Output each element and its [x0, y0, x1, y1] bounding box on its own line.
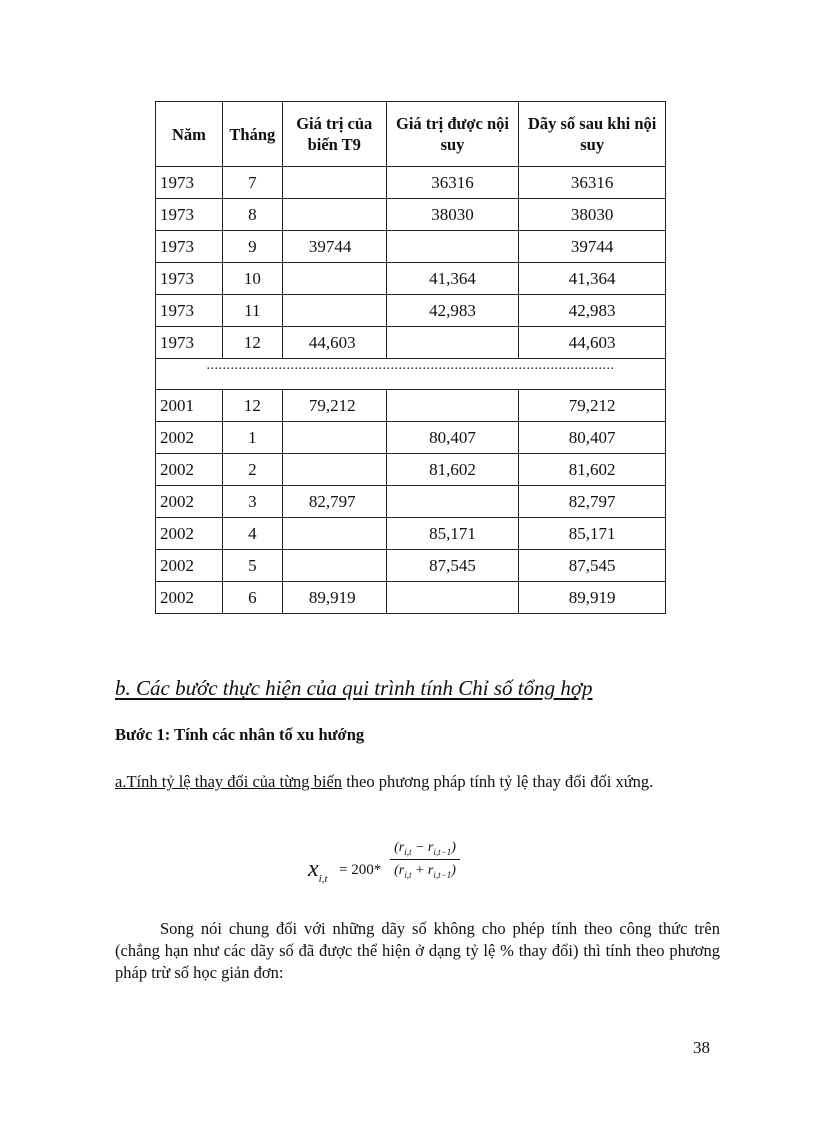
table-cell: 42,983: [519, 295, 666, 327]
table-cell: 1973: [156, 167, 223, 199]
table-cell: [282, 295, 386, 327]
table-cell: 38030: [519, 199, 666, 231]
table-row: [156, 167, 666, 199]
table-cell: 82,797: [282, 486, 386, 518]
formula-lhs: $x_{i,t}$: [308, 856, 328, 885]
table-cell: [282, 550, 386, 582]
table-cell: 36316: [519, 167, 666, 199]
table-cell: 1973: [156, 327, 223, 359]
table-body-bottom: [156, 390, 666, 614]
header-t9-value: Giá trị của biến T9: [282, 102, 386, 167]
ellipsis-cell: ......................................................................................................: [156, 359, 666, 390]
page-number: 38: [693, 1038, 710, 1057]
table-cell: 85,171: [519, 518, 666, 550]
table-cell: 81,602: [386, 454, 519, 486]
table-row: [156, 454, 666, 486]
step-1-heading: Bước 1: Tính các nhân tố xu hướng: [115, 725, 365, 744]
table-cell: [386, 327, 519, 359]
table-row: [156, 231, 666, 263]
header-series-after: Dãy số sau khi nội suy: [519, 102, 666, 167]
table-cell: 6: [222, 582, 282, 614]
table-row: [156, 295, 666, 327]
header-interpolated-value: Giá trị được nội suy: [386, 102, 519, 167]
symmetric-change-formula: [308, 840, 508, 896]
table-cell: 7: [222, 167, 282, 199]
paragraph-a-text: theo phương pháp tính tỷ lệ thay đổi đối xứng.: [342, 772, 654, 791]
table-cell: [282, 454, 386, 486]
table-header-row: [156, 102, 666, 167]
table-row: [156, 327, 666, 359]
table-cell: 36316: [386, 167, 519, 199]
paragraph-a: [115, 771, 720, 793]
table-cell: 12: [222, 390, 282, 422]
table-cell: 2002: [156, 550, 223, 582]
table-cell: 39744: [519, 231, 666, 263]
table-cell: 2001: [156, 390, 223, 422]
formula-numerator: $(r_{i,t} - r_{i,t-1})$: [390, 840, 460, 860]
table-cell: 2002: [156, 422, 223, 454]
header-month: Tháng: [222, 102, 282, 167]
table-row: [156, 582, 666, 614]
table-cell: 38030: [386, 199, 519, 231]
table-cell: 41,364: [519, 263, 666, 295]
table-cell: 80,407: [519, 422, 666, 454]
table-cell: [282, 199, 386, 231]
table-cell: [282, 518, 386, 550]
header-year: Năm: [156, 102, 223, 167]
table-cell: [386, 231, 519, 263]
table-cell: 2002: [156, 518, 223, 550]
table-cell: 1: [222, 422, 282, 454]
formula-fraction: [390, 840, 460, 880]
table-cell: 89,919: [282, 582, 386, 614]
table-row: [156, 199, 666, 231]
table-cell: 81,602: [519, 454, 666, 486]
table-row: [156, 390, 666, 422]
table-cell: 39744: [282, 231, 386, 263]
table-cell: 12: [222, 327, 282, 359]
table-cell: [386, 582, 519, 614]
table-cell: [282, 263, 386, 295]
table-row: [156, 518, 666, 550]
table-body-top: [156, 167, 666, 359]
table-cell: 89,919: [519, 582, 666, 614]
table-cell: 44,603: [519, 327, 666, 359]
table-cell: 4: [222, 518, 282, 550]
table-row: [156, 486, 666, 518]
table-cell: 1973: [156, 263, 223, 295]
table-cell: 10: [222, 263, 282, 295]
section-title: b. Các bước thực hiện của qui trình tính Chỉ số tổng hợp: [115, 676, 593, 700]
paragraph-a-underlined: a.Tính tỷ lệ thay đổi của từng biến: [115, 772, 343, 791]
table-cell: 44,603: [282, 327, 386, 359]
table-cell: 2002: [156, 454, 223, 486]
table-cell: 9: [222, 231, 282, 263]
table-cell: [282, 167, 386, 199]
table-cell: 87,545: [386, 550, 519, 582]
table-cell: 2002: [156, 486, 223, 518]
table-cell: 82,797: [519, 486, 666, 518]
table-cell: 42,983: [386, 295, 519, 327]
formula-equals: = 200*: [339, 862, 382, 878]
table-cell: 1973: [156, 199, 223, 231]
table-cell: 2: [222, 454, 282, 486]
table-cell: [386, 486, 519, 518]
table-cell: 80,407: [386, 422, 519, 454]
table-cell: 87,545: [519, 550, 666, 582]
table-cell: 41,364: [386, 263, 519, 295]
table-row: [156, 422, 666, 454]
table-cell: 11: [222, 295, 282, 327]
table-cell: 2002: [156, 582, 223, 614]
table-cell: [282, 422, 386, 454]
formula-denominator: $(r_{i,t} + r_{i,t-1})$: [394, 862, 456, 880]
paragraph-b: Song nói chung đối với những dãy số không cho phép tính theo công thức trên (chẳng hạn như các dãy số đã được thể hiện ở dạng tỷ lệ % thay đổi) thì tính theo phương pháp trừ số học giản đơn:: [115, 919, 720, 982]
table-cell: 1973: [156, 231, 223, 263]
table-row: [156, 263, 666, 295]
interpolation-table: [155, 101, 666, 614]
table-cell: 79,212: [519, 390, 666, 422]
table-cell: 79,212: [282, 390, 386, 422]
table-cell: 85,171: [386, 518, 519, 550]
table-row: [156, 550, 666, 582]
table-cell: 3: [222, 486, 282, 518]
ellipsis-row: [156, 359, 666, 390]
table-cell: [386, 390, 519, 422]
table-cell: 5: [222, 550, 282, 582]
table-cell: 8: [222, 199, 282, 231]
table-cell: 1973: [156, 295, 223, 327]
